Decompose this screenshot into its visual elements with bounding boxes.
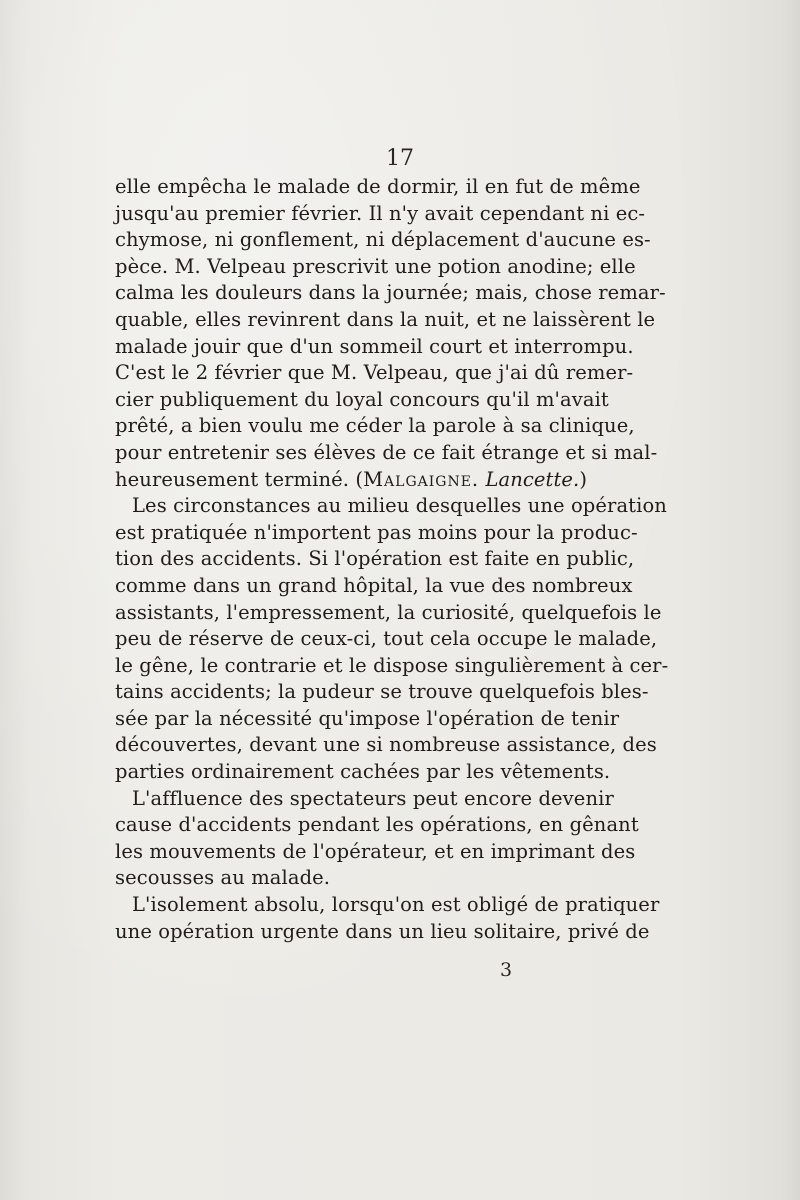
- text-line: tion des accidents. Si l'opération est faite en public,: [115, 547, 635, 571]
- text-line: calma les douleurs dans la journée; mais, chose remar-: [115, 281, 666, 305]
- text-line: le gêne, le contrarie et le dispose singulièrement à cer-: [115, 653, 669, 677]
- text-line: malade jouir que d'un sommeil court et interrompu.: [115, 334, 634, 358]
- citation-close: ): [579, 467, 588, 491]
- text-line: découvertes, devant une si nombreuse assistance, des: [115, 733, 657, 757]
- text-line: comme dans un grand hôpital, la vue des nombreux: [115, 573, 633, 597]
- citation-lead: heureusement terminé. (: [115, 467, 364, 491]
- citation-author: Malgaigne.: [363, 467, 480, 491]
- body-text: [115, 174, 669, 945]
- text-line: L'isolement absolu, lorsqu'on est obligé de pratiquer: [132, 893, 660, 917]
- text-line: chymose, ni gonflement, ni déplacement d'aucune es-: [115, 228, 651, 252]
- text-line: sée par la nécessité qu'impose l'opération de tenir: [115, 706, 620, 730]
- text-line: C'est le 2 février que M. Velpeau, que j'ai dû remer-: [115, 361, 634, 385]
- paragraph-3: [115, 786, 639, 892]
- text-line: peu de réserve de ceux-ci, tout cela occupe le malade,: [115, 627, 658, 651]
- text-line: prêté, a bien voulu me céder la parole à sa clinique,: [115, 414, 635, 438]
- text-line-citation: [115, 467, 588, 494]
- text-line: pour entretenir ses élèves de ce fait étrange et si mal-: [115, 440, 658, 464]
- text-line: quable, elles revinrent dans la nuit, et ne laissèrent le: [115, 307, 656, 331]
- paragraph-2: [115, 493, 669, 786]
- text-line: parties ordinairement cachées par les vêtements.: [115, 760, 611, 784]
- signature-mark: 3: [500, 959, 513, 981]
- text-line: elle empêcha le malade de dormir, il en fut de même: [115, 175, 641, 198]
- page-number: 17: [386, 146, 414, 171]
- text-line: pèce. M. Velpeau prescrivit une potion anodine; elle: [115, 254, 636, 278]
- text-line: assistants, l'empressement, la curiosité, quelquefois le: [115, 600, 662, 624]
- paragraph-1: [115, 174, 666, 493]
- text-line: L'affluence des spectateurs peut encore devenir: [132, 786, 614, 810]
- text-line: une opération urgente dans un lieu solitaire, privé de: [115, 919, 650, 943]
- text-line: jusqu'au premier février. Il n'y avait cependant ni ec-: [115, 201, 646, 225]
- text-line: cause d'accidents pendant les opérations, en gênant: [115, 813, 639, 837]
- text-line: tains accidents; la pudeur se trouve quelquefois bles-: [115, 680, 649, 704]
- citation-source: Lancette.: [485, 467, 580, 491]
- text-line: cier publiquement du loyal concours qu'il m'avait: [115, 387, 609, 411]
- text-line: Les circonstances au milieu desquelles une opération: [132, 494, 667, 518]
- text-line: est pratiquée n'importent pas moins pour la produc-: [115, 520, 638, 544]
- text-line: secousses au malade.: [115, 866, 331, 890]
- paragraph-4: [115, 892, 660, 945]
- text-line: les mouvements de l'opérateur, et en imprimant des: [115, 839, 636, 863]
